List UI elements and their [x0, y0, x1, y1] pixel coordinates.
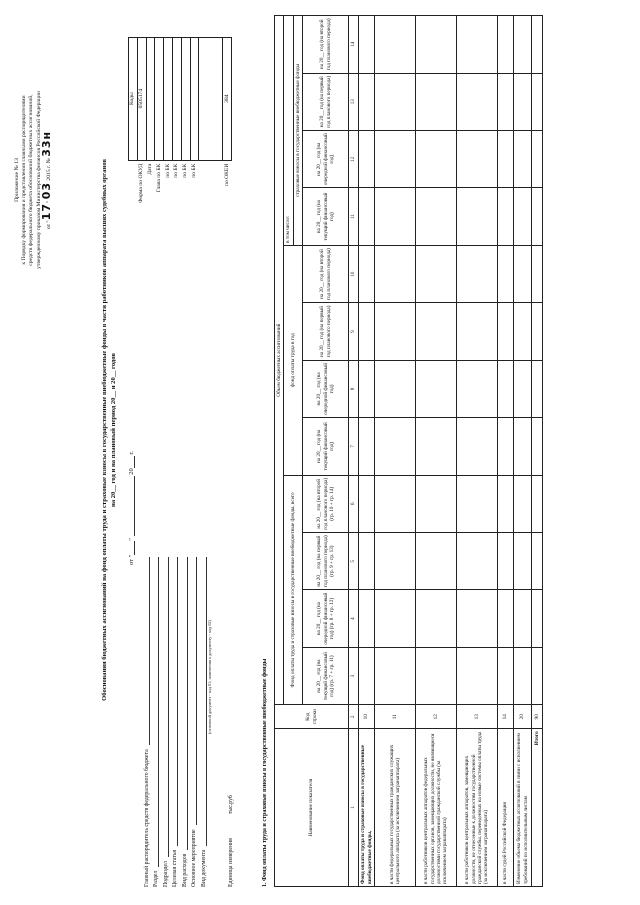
row-name: в части работников центральных аппаратов, замещающих должности, не отнесенные к должностям государственной гражданской службы, переведенных на новые системы оплаты труда (за исключением загранаппарата)	[457, 729, 498, 887]
table-row	[498, 16, 514, 887]
col-header-period: на 20__ год (на первый год планового периода)	[303, 73, 349, 130]
row-name: в части судей Российской Федерации	[498, 729, 514, 887]
group-total-header: Фонд оплаты труда и страховые взносы в государственные внебюджетные фонды, всего	[284, 475, 303, 705]
row-name: Фонд оплаты труда и страховые взносы в государственные внебюджетные фонды,	[359, 729, 375, 887]
col-header-total: на 20__ год (на первый год планового периода) (гр. 9 + гр. 13)	[303, 532, 349, 589]
field-input-line	[199, 557, 207, 846]
field-input-line	[170, 557, 178, 846]
row-code: 11	[375, 705, 416, 729]
doc-type-hint: (основной документ - код 01; изменения к документу - код 02)	[206, 620, 212, 734]
row-code: 14	[498, 705, 514, 729]
okud-code: 0505174	[137, 37, 146, 160]
date-code	[146, 37, 155, 160]
col-header-period: на 20__ год (на очередной финансовый год)	[303, 130, 349, 187]
field-row: Основное мероприятие	[188, 557, 198, 887]
title-period: на 20__ год и на плановый период 20__ и 20__ годов	[110, 353, 117, 507]
field-input-line	[161, 557, 169, 857]
title-line: Обоснования бюджетных ассигнований на фонд оплаты труда и страховые взносы в государственные внебюджетные фонды в части работников аппарата высших судебных органов	[101, 159, 108, 701]
unit-value: тыс.руб	[228, 795, 234, 815]
table-row	[375, 16, 416, 887]
col-header-name: Наименование показателя	[275, 729, 349, 887]
col-header-period: на 20__ год (на текущий финансовый год)	[303, 418, 349, 475]
group-insurance-header: страховые взносы в государственные внебюджетные фонды	[293, 16, 302, 246]
header-fields	[140, 557, 234, 887]
total-code: 90	[532, 705, 543, 729]
bk-code	[181, 37, 190, 160]
field-row: Подраздел	[159, 557, 169, 887]
row-code: 10	[359, 705, 375, 729]
col-header-period: на 20__ год (на второй год планового периода)	[303, 245, 349, 302]
table-row	[416, 16, 457, 887]
appendix-line: Приложение № 13	[14, 158, 20, 202]
col-header-total: на 20__ год (на текущий финансовый год) (гр. 7 + гр. 11)	[303, 647, 349, 704]
field-row: Вид документа	[197, 557, 207, 887]
col-header-code: Код строки	[275, 705, 349, 729]
field-input-line	[180, 557, 188, 850]
col-header-period: на 20__ год (на второй год планового периода)	[303, 16, 349, 74]
col-header-period: на 20__ год (на первый год планового периода)	[303, 303, 349, 360]
appendix-line: средств федерального бюджета обоснований бюджетных ассигнований,	[28, 94, 35, 266]
incl-label: в том числе:	[284, 16, 293, 246]
field-row: Целевая статья	[169, 557, 179, 887]
row-name: Изменение объема бюджетных ассигнований в связи с исполнением требований по исполнительным листам	[514, 729, 532, 887]
handwritten-month: 03	[39, 181, 53, 200]
row-code: 12	[416, 705, 457, 729]
budget-table	[274, 15, 543, 887]
appendix-line: к Порядку формирования и представления главными распорядителями	[21, 95, 28, 265]
appendix-date-line: от "17" 03 2015 г. № 33н	[39, 130, 53, 230]
column-number-row: 1 2 3 4 5 6 7 8 9 10 11 12 13 14	[349, 16, 359, 887]
row-code: 20	[514, 705, 532, 729]
table-row	[457, 16, 498, 887]
bk-code	[172, 37, 181, 160]
table-row	[514, 16, 532, 887]
row-code: 13	[457, 705, 498, 729]
table-row	[359, 16, 375, 887]
handwritten-order-number: 33н	[39, 130, 53, 157]
row-name: в части федеральных государственных гражданских служащих центрального аппарата (за исключением загранаппарата)	[375, 729, 416, 887]
bk-code	[164, 37, 173, 160]
field-input-line	[151, 557, 159, 867]
bk-code	[190, 37, 199, 160]
field-input-line	[189, 557, 197, 825]
group-fot-header: фонд оплаты труда в год	[284, 245, 303, 475]
field-input-line	[142, 557, 150, 745]
chapter-code	[155, 37, 164, 160]
date-field: от "" 20 г.	[128, 451, 135, 565]
total-row	[532, 16, 543, 887]
document-title	[100, 105, 118, 755]
col-header-period: на 20__ год (на текущий финансовый год)	[303, 188, 349, 245]
total-label: Итого	[532, 729, 543, 887]
col-header-period: на 20__ год (на очередной финансовый год)	[303, 360, 349, 417]
field-row: Вид расходов	[178, 557, 188, 887]
volume-header: Объем бюджетных ассигнований	[275, 16, 284, 705]
handwritten-day: 17	[39, 202, 53, 221]
appendix-header	[14, 15, 53, 345]
okei-code: 384	[223, 37, 232, 160]
col-header-total: на 20__ год (на второй год планового периода) (гр. 10 + гр. 14)	[303, 475, 349, 532]
col-header-total: на 20__ год (на очередной финансовый год) (гр. 8 + гр. 12)	[303, 590, 349, 647]
row-name: в части работников центральных аппаратов федеральных государственных органов, замещающих должности, не являющиеся должностями государственной гражданской службы (за исключением загранаппарата)	[416, 729, 457, 887]
codes-header: Коды	[129, 37, 138, 160]
unit-row: Единица измерения тыс.руб	[228, 795, 234, 887]
field-row: Главный распорядитель средств федерального бюджета	[140, 557, 150, 887]
field-row: Раздел	[150, 557, 160, 887]
codes-box: Коды Форма по ОКУД 0505174 Дата Глава по БК по БК по БК по БК по БК по ОКЕИ 384	[128, 15, 232, 205]
section-title: 1. Фонд оплаты труда и страховые взносы в государственные внебюджетные фонды	[262, 658, 268, 887]
appendix-line: утвержденному приказом Министерства финансов Российской Федерации	[35, 91, 42, 269]
